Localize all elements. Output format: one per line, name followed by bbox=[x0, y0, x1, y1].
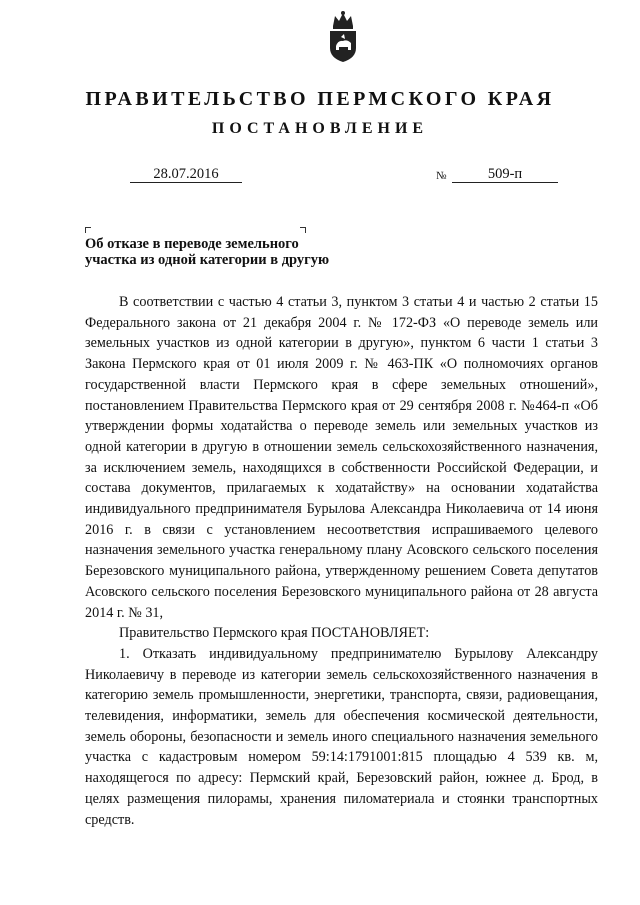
body-paragraph-resolution: Правительство Пермского края ПОСТАНОВЛЯЕТ: bbox=[119, 625, 430, 642]
coat-of-arms-icon bbox=[325, 10, 361, 64]
number-sign: № bbox=[436, 170, 447, 182]
document-date: 28.07.2016 bbox=[130, 166, 242, 183]
subject-line-1: Об отказе в переводе земельного bbox=[85, 236, 299, 252]
subject-corner-left bbox=[85, 227, 91, 233]
government-title: ПРАВИТЕЛЬСТВО ПЕРМСКОГО КРАЯ bbox=[85, 88, 555, 110]
subject-line-2: участка из одной категории в другую bbox=[85, 252, 330, 268]
subject-corner-right bbox=[300, 227, 306, 233]
body-paragraph-preamble: В соответствии с частью 4 статьи 3, пунктом 3 статьи 4 и частью 2 статьи 15 Федерального закона от 21 декабря 2004 г. № 172-ФЗ «О переводе земель или земельных участков из одной категории в другую», пунктом 6 части 1 статьи 3 Закона Пермского края от 01 июля 2009 г. № 463-ПК «О полномочиях органов государственной власти Пермского края в сфере земельных отношений», постановлением Правительства Пермского края от 29 сентября 2008 г. №464-п «Об утверждении формы ходатайства о переводе земель или земельных участков из одной категории в другую в отношении земель сельскохозяйственного назначения, за исключением земель, находящихся в собственности Российской Федерации, и состава документов, прилагаемых к ходатайству» на основании ходатайства индивидуального предпринимателя Бурылова Александра Николаевича от 14 июня 2016 г. в связи с установлением несоответствия испрашиваемого целевого назначения земельного участка генеральному плану Асовского сельского поселения Березовского муниципального района, утвержденному решением Совета депутатов Асовского сельского поселения Березовского муниципального района от 28 августа 2014 г. № 31, bbox=[85, 294, 598, 621]
body-paragraph-item-1: 1. Отказать индивидуальному предпринимателю Бурылову Александру Николаевичу в переводе из категории земель сельскохозяйственного назначения в категорию земель промышленности, энергетики, транспорта, связи, радиовещания, телевидения, информатики, земель для обеспечения космической деятельности, земель обороны, безопасности и земель иного специального назначения земельного участка с кадастровым номером 59:14:1791001:815 площадью 4 539 кв. м, находящегося по адресу: Пермский край, Березовский район, южнее д. Брод, в целях размещения пилорамы, хранения пиломатериала и стоянки транспортных средств. bbox=[85, 645, 598, 828]
document-body bbox=[85, 292, 598, 830]
document-number: 509-п bbox=[452, 166, 558, 183]
document-type: ПОСТАНОВЛЕНИЕ bbox=[211, 120, 429, 137]
document-subject bbox=[85, 236, 385, 268]
